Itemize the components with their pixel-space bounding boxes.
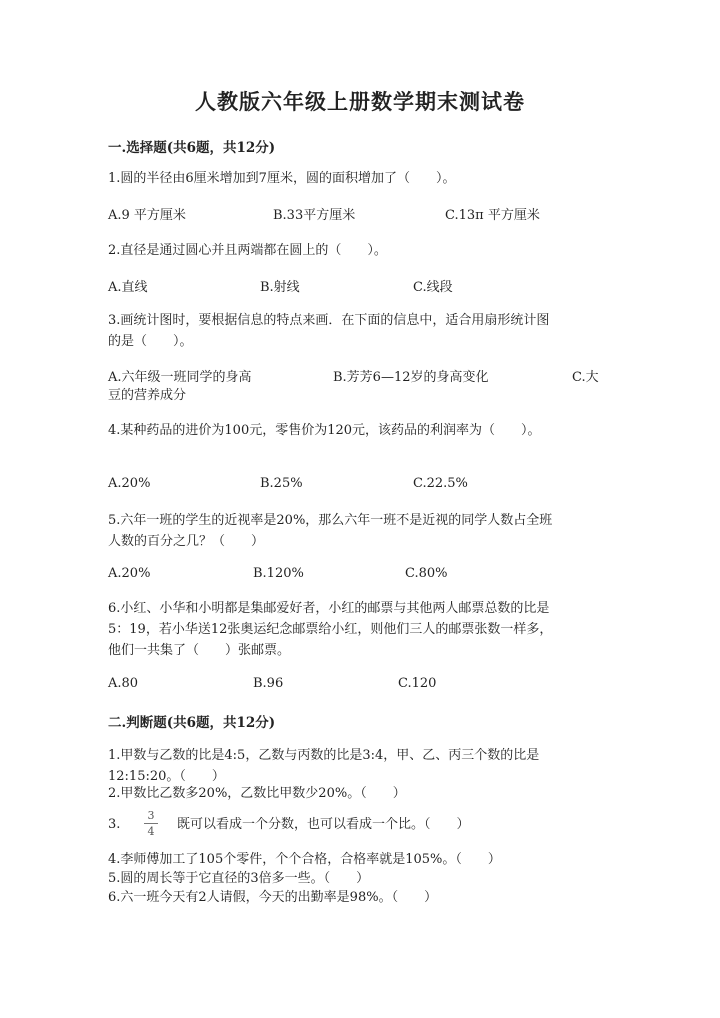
option-a: A.20% (108, 476, 151, 491)
option-b: B.96 (253, 676, 284, 691)
question-6-line-1: 6.小红、小华和小明都是集邮爱好者，小红的邮票与其他两人邮票总数的比是 (108, 601, 550, 616)
option-c: C.13π 平方厘米 (445, 208, 540, 223)
option-a: A.9 平方厘米 (108, 208, 186, 223)
tf-question-3: 既可以看成一个分数，也可以看成一个比。（ ） (177, 817, 470, 832)
fraction-denominator: 4 (147, 825, 155, 838)
question-5 (108, 510, 608, 552)
option-b: B.25% (260, 476, 303, 491)
tf-question-3-number: 3. (108, 817, 121, 832)
question-5-line-2: 人数的百分之几？（ ） (108, 534, 265, 549)
question-1-options (108, 204, 608, 224)
tf-question-2: 2.甲数比乙数多20%，乙数比甲数少20%。（ ） (108, 786, 406, 801)
page-title: 人教版六年级上册数学期末测试卷 (195, 89, 525, 114)
question-6-options (108, 676, 608, 696)
option-c: C.大 (572, 370, 599, 385)
option-c: C.22.5% (413, 476, 468, 491)
question-5-options (108, 566, 608, 586)
fraction-three-quarters (144, 809, 158, 838)
question-3 (108, 310, 608, 352)
option-b: B.射线 (260, 280, 300, 295)
option-a: A.直线 (108, 280, 148, 295)
option-c-continuation: 豆的营养成分 (108, 388, 187, 403)
question-3-options (108, 366, 608, 386)
option-b: B.120% (253, 566, 304, 581)
question-3-line-2: 的是（ ）。 (108, 334, 193, 349)
question-3-line-1: 3.画统计图时，要根据信息的特点来画．在下面的信息中，适合用扇形统计图 (108, 313, 550, 328)
question-1: 1.圆的半径由6厘米增加到7厘米，圆的面积增加了（ ）。 (108, 171, 456, 186)
tf-question-4: 4.李师傅加工了105个零件，个个合格，合格率就是105%。（ ） (108, 852, 501, 867)
question-4-options (108, 476, 608, 496)
question-5-line-1: 5.六年一班的学生的近视率是20%，那么六年一班不是近视的同学人数占全班 (108, 513, 553, 528)
option-a: A.20% (108, 566, 151, 581)
tf-question-1-line-2: 12:15:20。（ ） (108, 769, 225, 784)
fraction-bar (144, 823, 158, 824)
option-b: B.33平方厘米 (273, 208, 356, 223)
tf-question-1-line-1: 1.甲数与乙数的比是4:5，乙数与丙数的比是3:4，甲、乙、丙三个数的比是 (108, 748, 540, 763)
option-c: C.80% (405, 566, 448, 581)
section-heading-multiple-choice: 一.选择题(共6题，共12分) (108, 140, 276, 156)
option-c: C.线段 (413, 280, 453, 295)
option-a: A.80 (108, 676, 139, 691)
option-b: B.芳芳6—12岁的身高变化 (333, 370, 489, 385)
option-a: A.六年级一班同学的身高 (108, 370, 252, 385)
tf-question-1 (108, 745, 608, 787)
question-6-line-2: 5：19，若小华送12张奥运纪念邮票给小红，则他们三人的邮票张数一样多， (108, 622, 553, 637)
question-6-line-3: 他们一共集了（ ）张邮票。 (108, 643, 291, 658)
question-4: 4.某种药品的进价为100元，零售价为120元，该药品的利润率为（ ）。 (108, 423, 541, 438)
tf-question-5: 5.圆的周长等于它直径的3倍多一些。（ ） (108, 871, 370, 886)
question-2-options (108, 276, 608, 296)
tf-question-6: 6.六一班今天有2人请假，今天的出勤率是98%。（ ） (108, 890, 438, 905)
question-2: 2.直径是通过圆心并且两端都在圆上的（ ）。 (108, 243, 387, 258)
option-c: C.120 (398, 676, 437, 691)
question-6 (108, 598, 608, 661)
fraction-numerator: 3 (147, 809, 155, 822)
section-heading-true-false: 二.判断题(共6题，共12分) (108, 715, 276, 731)
